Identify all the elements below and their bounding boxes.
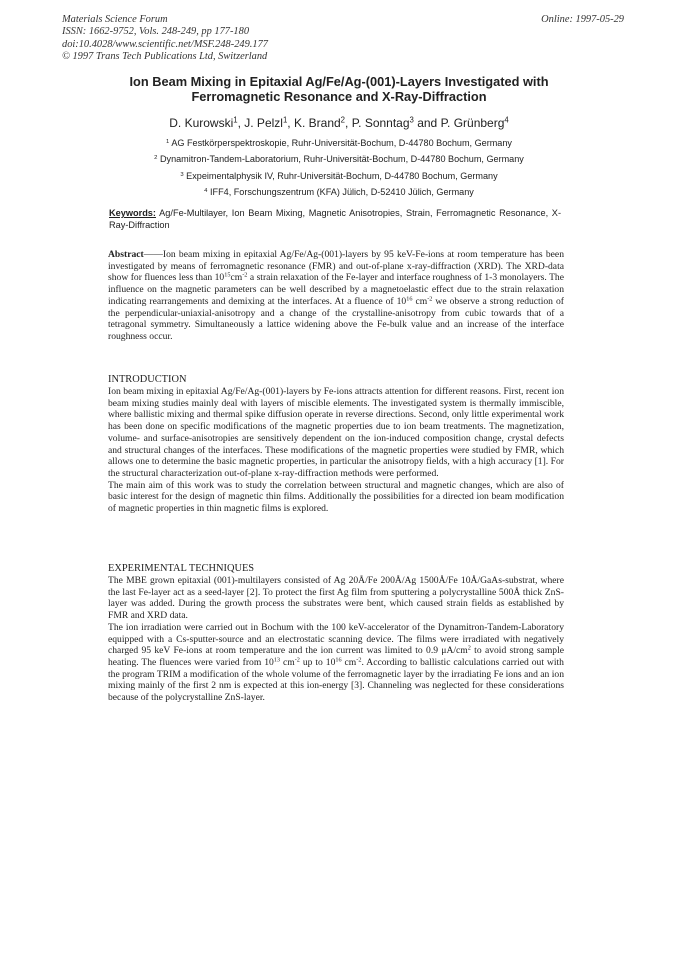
author: K. Brand — [293, 116, 341, 130]
journal-header — [62, 14, 268, 64]
author-affiliation-mark: 3 — [409, 115, 414, 125]
copyright: © 1997 Trans Tech Publications Ltd, Switzerland — [62, 51, 268, 63]
paper-title — [0, 74, 678, 104]
author-affiliation-mark: 1 — [233, 115, 238, 125]
title-line-1: Ion Beam Mixing in Epitaxial Ag/Fe/Ag-(001)-Layers Investigated with — [129, 74, 549, 89]
affiliation: $^4$ IFF4, Forschungszentrum (KFA) Jülich, D-52410 Jülich, Germany — [204, 187, 474, 198]
introduction-section — [108, 374, 564, 515]
keywords-label: Keywords: — [109, 208, 156, 218]
journal-name: Materials Science Forum — [62, 14, 168, 25]
keywords — [109, 208, 561, 231]
online-date: Online: 1997-05-29 — [541, 14, 624, 25]
author: P. Grünberg — [440, 116, 505, 130]
abstract-label: Abstract — [108, 249, 144, 260]
paragraph: Ion beam mixing in epitaxial Ag/Fe/Ag-(001)-layers by Fe-ions attracts attention for different reasons. First, recent ion beam mixing studies mainly deal with layers of miscible elements. The investigated system is thermally immiscible, where ballistic mixing and thermal spike diffusion operate in reverse directions. Second, only little experimental work has been done on specific modifications of the magnetic properties due to ion beam treatments. The magnetization, volume- and surface-anisotropies are sensitively dependent on the ion-induced composition change, crystal defects and structural changes of the interfaces. These modifications of the magnetic properties were studied by FMR, which allows one to determine the basic magnetic properties, in particular the anisotropy fields, with a high accuracy [1]. For the structural characterization out-of-plane x-ray-diffraction methods were performed. — [108, 386, 564, 479]
affiliation: $^2$ Dynamitron-Tandem-Laboratorium, Ruhr-Universität-Bochum, D-44780 Bochum, Germany — [154, 154, 524, 165]
doi-link[interactable]: doi:10.4028/www.scientific.net/MSF.248-249.177 — [62, 38, 268, 50]
issn: ISSN: 1662-9752, Vols. 248-249, pp 177-180 — [62, 26, 250, 38]
author: D. Kurowski — [169, 116, 234, 130]
author: J. Pelzl — [244, 116, 283, 130]
experimental-section — [108, 563, 564, 704]
author-affiliation-mark: 2 — [340, 115, 346, 125]
author: P. Sonntag — [351, 116, 410, 130]
title-line-2: Ferromagnetic Resonance and X-Ray-Diffraction — [191, 89, 487, 104]
section-heading: EXPERIMENTAL TECHNIQUES — [108, 563, 255, 574]
paragraph: The MBE grown epitaxial (001)-multilayers consisted of Ag 20Å/Fe 200Å/Ag 1500Å/Fe 10Å/GaAs-substrat, where the last Fe-layer act as a seed-layer [2]. To protect the first Ag film from sputtering a polycrystalline 500Å thick ZnS-layer was added. During the growth process the substrates were bent, which caused strain fields as established by FMR and XRD data. — [108, 575, 564, 622]
paragraph: The main aim of this work was to study the correlation between structural and magnetic changes, which are also of basic interest for the design of magnetic thin films. Additionally the possibilities for a directed ion beam modification of magnetic properties in thin magnetic films is explored. — [108, 479, 564, 515]
author-affiliation-mark: 4 — [504, 115, 509, 125]
section-heading: INTRODUCTION — [108, 374, 187, 385]
affiliation-list — [0, 135, 678, 201]
abstract: Abstract——Ion beam mixing in epitaxial Ag/Fe/Ag-(001)-layers by 95 keV-Fe-ions at room temperature has been investigated by means of ferromagnetic resonance (FMR) and out-of-plane x-ray-diffraction (XRD). The XRD-data show for fluences less than $10^{15}cm^{-2}$ a strain relaxation of the Fe-layer and interface roughness of 1-3 monolayers. The influence on the magnetic parameters can be well described by a magnetoelastic effect due to the strain relaxation indicating rearrangements and demixing at the interfaces. At a fluence of $10^{16}$ $cm^{-2}$ we observe a strong reduction of the perpendicular-uniaxial-anisotropy and a change of the crystalline-anisotropy from cubic towards that of a tetragonal symmetry. Simultaneously a lattice widening above the Fe-bulk value and an increase of the interface roughness occur. — [108, 249, 564, 342]
affiliation: $^1$ AG Festkörperspektroskopie, Ruhr-Universität-Bochum, D-44780 Bochum, Germany — [166, 138, 512, 148]
author-list: D. Kurowski$^1$, J. Pelzl$^1$, K. Brand$^2$, P. Sonntag$^3$ and P. Grünberg$^4$ — [169, 115, 509, 130]
paragraph: The ion irradiation were carried out in Bochum with the 100 keV-accelerator of the Dynamitron-Tandem-Laboratory equipped with a Cs-sputter-source and an electrostatic scanning device. The films were irradiated with negatively charged 95 keV Fe-ions at room temperature and the ion current was limited to 0.9 $\mu A/cm^2$ to avoid strong sample heating. The fluences were varied from $10^{13}$ $cm^{-2}$ up to $10^{16}$ $cm^{-2}$. According to ballistic calculations carried out with the program TRIM a modification of the whole volume of the ferromagnetic layer by the irradiating Fe ions and an ion mixing mainly of the first 2 nm is expected at this ion-energy [3]. Channeling was neglected for these considerations because of the polycrystalline ZnS-layer. — [108, 621, 564, 704]
affiliation: $^3$ Expeimentalphysik IV, Ruhr-Universität-Bochum, D-44780 Bochum, Germany — [180, 170, 498, 181]
author-affiliation-mark: 1 — [282, 115, 288, 125]
keywords-text: Ag/Fe-Multilayer, Ion Beam Mixing, Magnetic Anisotropies, Strain, Ferromagnetic Resonance, X-Ray-Diffraction — [109, 208, 561, 230]
